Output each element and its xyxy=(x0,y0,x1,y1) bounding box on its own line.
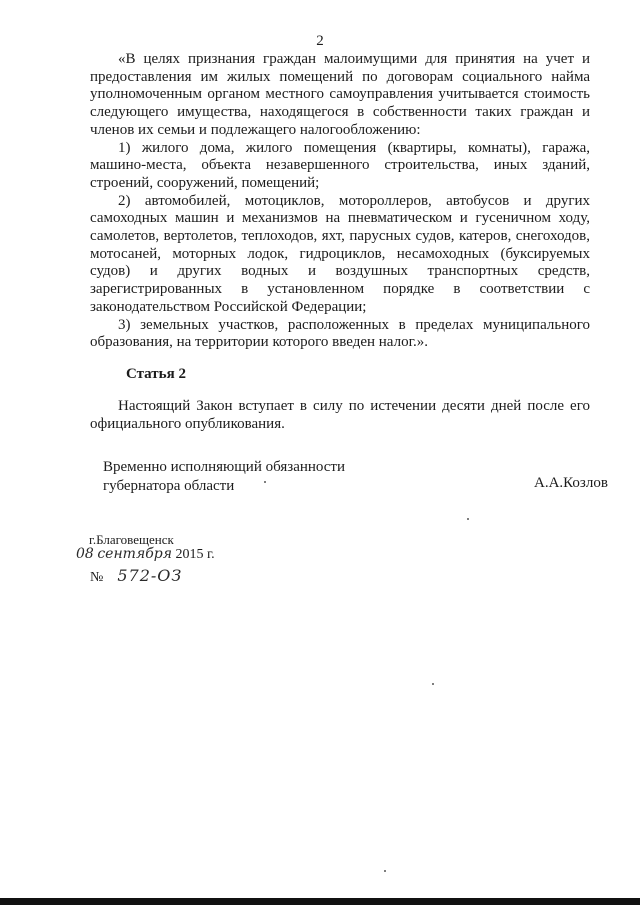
number-value-handwritten: 572-ОЗ xyxy=(117,566,183,585)
article-heading: Статья 2 xyxy=(126,366,186,382)
signatory-position-line-1: Временно исполняющий обязанности xyxy=(103,459,346,475)
article-1-text xyxy=(90,51,590,352)
article-2-text xyxy=(90,398,590,433)
list-item-3: 3) земельных участков, расположенных в пределах муниципального образования, на территории которого введен налог.». xyxy=(90,316,590,351)
signing-date xyxy=(76,546,215,563)
scan-speck xyxy=(432,683,434,685)
scan-speck xyxy=(384,870,386,872)
law-number xyxy=(90,566,182,586)
scan-speck xyxy=(467,518,469,520)
place-of-signing: г.Благовещенск xyxy=(89,532,174,547)
signatory-name: А.А.Козлов xyxy=(534,475,608,491)
list-item-2: 2) автомобилей, мотоциклов, мотороллеров, автобусов и других самоходных машин и механизмов на пневматическом и гусеничном ходу, самолетов, вертолетов, теплоходов, яхт, парусных судов, катеров, снегоходов, мотосаней, моторных лодок, гидроциклов, несамоходных (буксируемых судов) и других водных и воздушных транспортных средств, зарегистрированных в установленном порядке в соответствии с законодательством Российской Федерации; xyxy=(90,192,590,315)
scan-speck xyxy=(264,481,266,483)
list-item-1: 1) жилого дома, жилого помещения (квартиры, комнаты), гаража, машино-места, объекта незавершенного строительства, иных зданий, строений, сооружений, помещений; xyxy=(90,139,590,191)
effective-date-paragraph: Настоящий Закон вступает в силу по истечении десяти дней после его официального опубликования. xyxy=(90,398,590,432)
signatory-position-line-2: губернатора области xyxy=(103,477,235,494)
date-day-handwritten: 08 xyxy=(76,546,94,562)
date-month-handwritten: сентября xyxy=(97,546,172,562)
scan-edge-bar xyxy=(0,898,640,905)
number-label: № xyxy=(90,570,104,585)
date-year: 2015 г. xyxy=(175,547,215,562)
page-number: 2 xyxy=(316,33,324,49)
signatory-position xyxy=(103,458,345,495)
intro-paragraph: «В целях признания граждан малоимущими для принятия на учет и предоставления им жилых помещений по договорам социального найма уполномоченным органом местного самоуправления учитывается стоимость следующего имущества, находящегося в собственности таких граждан и членов их семьи и подлежащего налогообложению: xyxy=(90,51,590,138)
